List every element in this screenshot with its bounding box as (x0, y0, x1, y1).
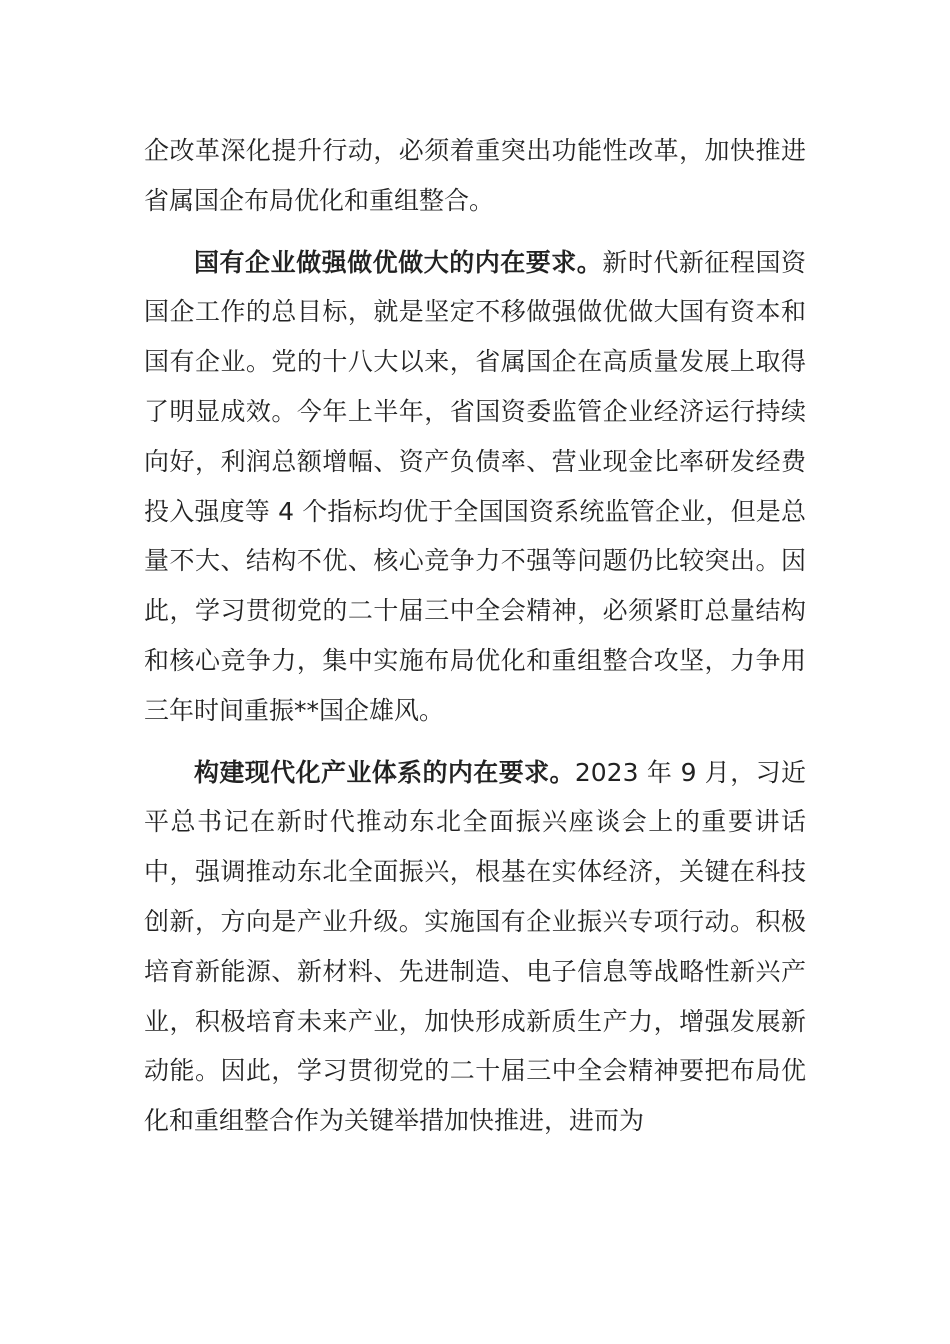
paragraph-text: 2023 年 9 月，习近平总书记在新时代推动东北全面振兴座谈会上的重要讲话中，强调推动东北全面振兴，根基在实体经济，关键在科技创新，方向是产业升级。实施国有企业振兴专项行动。积极培育新能源、新材料、先进制造、电子信息等战略性新兴产业，积极培育未来产业，加快形成新质生产力，增强发展新动能。因此，学习贯彻党的二十届三中全会精神要把布局优化和重组整合作为关键举措加快推进，进而为 (144, 757, 806, 1136)
paragraph-industrial-system (144, 748, 806, 1146)
paragraph-heading: 构建现代化产业体系的内在要求。 (194, 757, 575, 787)
paragraph-text: 新时代新征程国资国企工作的总目标，就是坚定不移做强做优做大国有资本和国有企业。党的十八大以来，省属国企在高质量发展上取得了明显成效。今年上半年，省国资委监管企业经济运行持续向好，利润总额增幅、资产负债率、营业现金比率研发经费投入强度等 4 个指标均优于全国国资系统监管企业，但是总量不大、结构不优、核心竞争力不强等问题仍比较突出。因此，学习贯彻党的二十届三中全会精神，必须紧盯总量结构和核心竞争力，集中实施布局优化和重组整合攻坚，力争用三年时间重振**国企雄风。 (144, 247, 806, 725)
document-body (144, 126, 806, 1146)
paragraph-text: 企改革深化提升行动，必须着重突出功能性改革，加快推进省属国企布局优化和重组整合。 (144, 136, 806, 215)
paragraph-heading: 国有企业做强做优做大的内在要求。 (194, 247, 603, 277)
paragraph-continuation (144, 126, 806, 226)
paragraph-soe-requirements (144, 238, 806, 736)
